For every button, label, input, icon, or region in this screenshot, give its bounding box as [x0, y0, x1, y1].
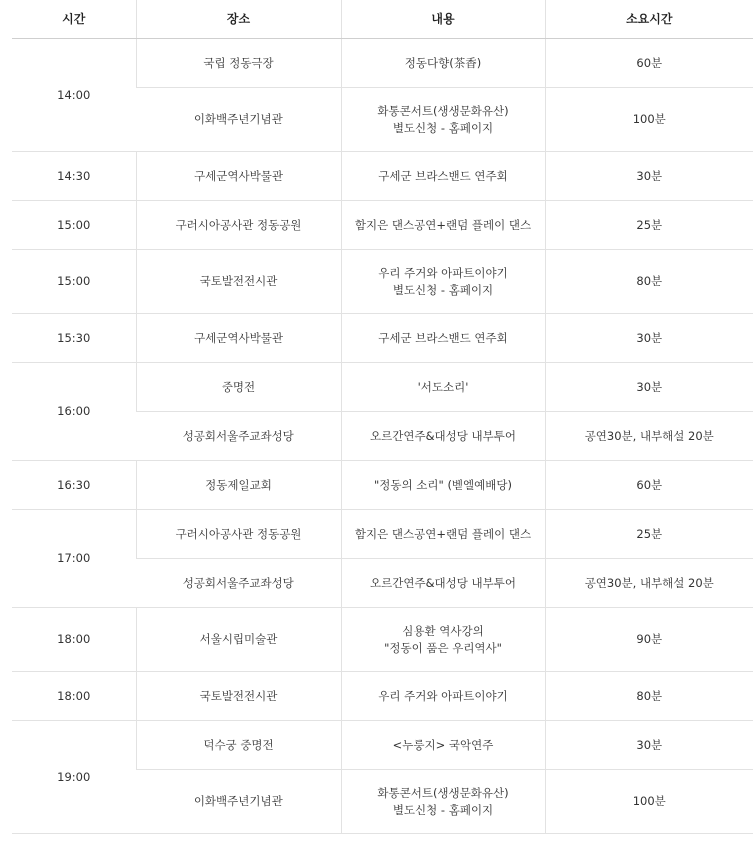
place-cell: 국토발전전시관: [136, 250, 341, 314]
content-line: "정동의 소리" (벧엘예배당): [374, 477, 512, 492]
duration-cell: 30분: [545, 152, 753, 201]
content-cell: [341, 510, 545, 559]
duration-cell: 100분: [545, 770, 753, 834]
duration-cell: 100분: [545, 88, 753, 152]
table-row: [12, 39, 753, 88]
content-line: 우리 주거와 아파트이야기: [378, 265, 508, 280]
time-cell: 16:30: [12, 461, 136, 510]
place-cell: 중명전: [136, 363, 341, 412]
content-line: '서도소리': [417, 379, 469, 394]
time-cell: 15:30: [12, 314, 136, 363]
place-cell: 구러시아공사관 정동공원: [136, 201, 341, 250]
place-cell: 덕수궁 중명전: [136, 721, 341, 770]
content-line: 구세군 브라스밴드 연주회: [378, 168, 508, 183]
content-line: 오르간연주&대성당 내부투어: [370, 428, 516, 443]
place-cell: 구러시아공사관 정동공원: [136, 510, 341, 559]
content-line: <누룽지> 국악연주: [392, 737, 494, 752]
place-cell: 이화백주년기념관: [136, 88, 341, 152]
time-cell: 19:00: [12, 721, 136, 834]
duration-cell: 30분: [545, 721, 753, 770]
duration-cell: 공연30분, 내부해설 20분: [545, 559, 753, 608]
content-cell: [341, 250, 545, 314]
table-row: [12, 721, 753, 770]
content-cell: [341, 201, 545, 250]
content-line: 함지은 댄스공연+랜덤 플레이 댄스: [354, 526, 532, 541]
content-line: 화통콘서트(생생문화유산): [377, 103, 509, 118]
time-cell: 17:00: [12, 510, 136, 608]
content-cell: [341, 39, 545, 88]
content-line: 정동다향(茶香): [404, 55, 482, 70]
header-row: [12, 0, 753, 39]
time-cell: 14:00: [12, 39, 136, 152]
table-row: [12, 608, 753, 672]
table-row: [12, 672, 753, 721]
table-row: [12, 461, 753, 510]
content-line: 별도신청 - 홈페이지: [392, 802, 494, 817]
time-cell: 14:30: [12, 152, 136, 201]
time-cell: 15:00: [12, 250, 136, 314]
header-time: 시간: [12, 0, 136, 39]
place-cell: 성공회서울주교좌성당: [136, 412, 341, 461]
content-cell: [341, 672, 545, 721]
place-cell: 이화백주년기념관: [136, 770, 341, 834]
time-cell: 16:00: [12, 363, 136, 461]
table-row: [12, 250, 753, 314]
content-cell: [341, 461, 545, 510]
content-cell: [341, 152, 545, 201]
content-line: 오르간연주&대성당 내부투어: [370, 575, 516, 590]
duration-cell: 90분: [545, 608, 753, 672]
content-cell: [341, 412, 545, 461]
place-cell: 국토발전전시관: [136, 672, 341, 721]
table-row: [12, 314, 753, 363]
header-place: 장소: [136, 0, 341, 39]
table-header: [12, 0, 753, 39]
time-cell: 15:00: [12, 201, 136, 250]
content-line: 구세군 브라스밴드 연주회: [378, 330, 508, 345]
duration-cell: 25분: [545, 510, 753, 559]
content-line: 화통콘서트(생생문화유산): [377, 785, 509, 800]
content-cell: [341, 608, 545, 672]
table-body: [12, 39, 753, 834]
table-row: [12, 363, 753, 412]
content-line: 우리 주거와 아파트이야기: [378, 688, 508, 703]
place-cell: 성공회서울주교좌성당: [136, 559, 341, 608]
header-content: 내용: [341, 0, 545, 39]
content-line: 별도신청 - 홈페이지: [392, 120, 494, 135]
content-cell: [341, 770, 545, 834]
place-cell: 국립 정동극장: [136, 39, 341, 88]
place-cell: 정동제일교회: [136, 461, 341, 510]
table-row: [12, 201, 753, 250]
content-line: "정동이 품은 우리역사": [384, 640, 502, 655]
content-line: 별도신청 - 홈페이지: [392, 282, 494, 297]
time-cell: 18:00: [12, 672, 136, 721]
duration-cell: 60분: [545, 461, 753, 510]
duration-cell: 80분: [545, 250, 753, 314]
table-row: [12, 510, 753, 559]
header-duration: 소요시간: [545, 0, 753, 39]
duration-cell: 80분: [545, 672, 753, 721]
content-line: 함지은 댄스공연+랜덤 플레이 댄스: [354, 217, 532, 232]
content-cell: [341, 88, 545, 152]
place-cell: 구세군역사박물관: [136, 314, 341, 363]
content-cell: [341, 559, 545, 608]
duration-cell: 30분: [545, 314, 753, 363]
content-line: 심용환 역사강의: [402, 623, 484, 638]
table-row: [12, 152, 753, 201]
content-cell: [341, 721, 545, 770]
duration-cell: 60분: [545, 39, 753, 88]
content-cell: [341, 314, 545, 363]
place-cell: 서울시립미술관: [136, 608, 341, 672]
duration-cell: 30분: [545, 363, 753, 412]
place-cell: 구세군역사박물관: [136, 152, 341, 201]
duration-cell: 25분: [545, 201, 753, 250]
time-cell: 18:00: [12, 608, 136, 672]
schedule-table: [12, 0, 753, 834]
content-cell: [341, 363, 545, 412]
duration-cell: 공연30분, 내부해설 20분: [545, 412, 753, 461]
